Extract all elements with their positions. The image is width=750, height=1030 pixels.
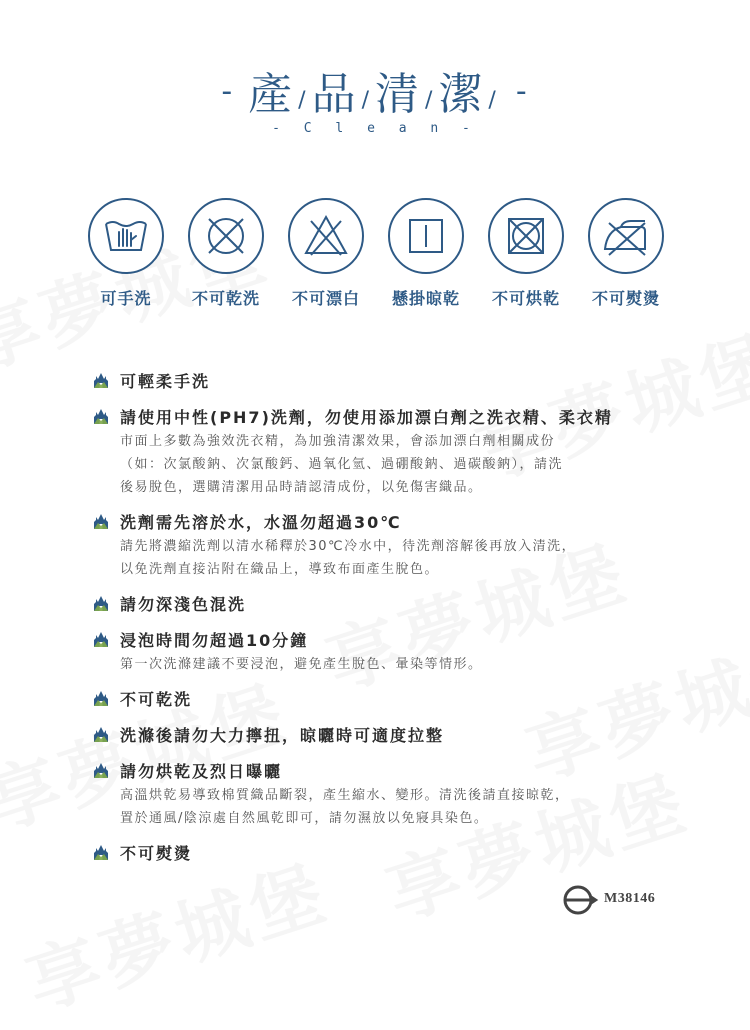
instruction-detail-line: （如：次氯酸鈉、次氯酸鈣、過氧化氫、過硼酸鈉、過碳酸鈉），請洗 [120, 457, 564, 472]
title-char: 清 [375, 69, 421, 120]
instruction-detail-line: 市面上多數為強效洗衣精，為加強清潔效果，會添加漂白劑相關成份 [120, 434, 556, 449]
no-iron-icon [588, 198, 664, 274]
instruction-detail-line: 高溫烘乾易導致棉質織品斷裂，產生縮水、變形。清洗後請直接晾乾， [120, 788, 570, 803]
title-dash-right: - [515, 74, 529, 109]
page-title: - 產 /品 /清 /潔 / - [0, 58, 750, 122]
title-char: 產 [248, 69, 295, 120]
instruction-item [92, 724, 682, 748]
instruction-item [92, 593, 682, 617]
care-symbol-no-tumble-dry [486, 198, 566, 309]
care-instructions-list [92, 370, 682, 878]
care-symbol-hand-wash [86, 198, 166, 309]
instruction-heading: 洗劑需先溶於水，水溫勿超過30℃ [120, 513, 402, 532]
care-symbol-no-bleach [286, 198, 366, 309]
instruction-heading: 請勿深淺色混洗 [120, 595, 247, 614]
instruction-heading: 請使用中性(PH7)洗劑，勿使用添加漂白劑之洗衣精、柔衣精 [120, 408, 613, 427]
title-char: 潔 [438, 69, 485, 120]
instruction-detail-line: 第一次洗滌建議不要浸泡，避免產生脫色、暈染等情形。 [120, 657, 483, 672]
care-label: 懸掛晾乾 [391, 289, 460, 308]
no-tumble-dry-icon [488, 198, 564, 274]
certification-code: M38146 [604, 891, 656, 906]
instruction-item [92, 842, 682, 866]
bsmi-logo-icon [560, 883, 600, 917]
care-symbol-no-dry-clean [186, 198, 266, 309]
care-label: 不可熨燙 [591, 289, 660, 308]
castle-bullet-icon [92, 371, 110, 389]
castle-bullet-icon [92, 512, 110, 530]
no-dry-clean-icon [188, 198, 264, 274]
page-subtitle: - C l e a n - [272, 121, 478, 136]
care-label: 不可漂白 [291, 289, 360, 308]
care-symbols-row [86, 198, 666, 318]
castle-bullet-icon [92, 689, 110, 707]
castle-bullet-icon [92, 761, 110, 779]
instruction-detail-line: 以免洗劑直接沾附在織品上，導致布面產生脫色。 [120, 562, 440, 577]
line-dry-icon [388, 198, 464, 274]
care-symbol-no-iron [586, 198, 666, 309]
care-label: 不可烘乾 [491, 289, 560, 308]
instruction-item [92, 511, 682, 581]
title-dash-left: - [221, 74, 235, 109]
castle-bullet-icon [92, 407, 110, 425]
castle-bullet-icon [92, 594, 110, 612]
castle-bullet-icon [92, 725, 110, 743]
instruction-heading: 可輕柔手洗 [120, 372, 211, 391]
instruction-item [92, 629, 682, 676]
instruction-heading: 洗滌後請勿大力擰扭，晾曬時可適度拉整 [120, 726, 445, 745]
instruction-heading: 不可熨燙 [120, 844, 193, 863]
castle-bullet-icon [92, 630, 110, 648]
instruction-detail-line: 請先將濃縮洗劑以清水稀釋於30℃冷水中，待洗劑溶解後再放入清洗， [120, 539, 577, 554]
instruction-detail-line: 後易脫色，選購清潔用品時請認清成份，以免傷害織品。 [120, 480, 483, 495]
care-label: 不可乾洗 [191, 289, 260, 308]
instruction-detail-line: 置於通風/陰涼處自然風乾即可，請勿濕放以免寢具染色。 [120, 811, 489, 826]
care-label: 可手洗 [100, 289, 152, 308]
certification-mark [560, 883, 670, 917]
title-char: 品 [311, 69, 358, 120]
instruction-item [92, 688, 682, 712]
care-symbol-line-dry [386, 198, 466, 309]
instruction-heading: 請勿烘乾及烈日曝曬 [120, 762, 283, 781]
instruction-heading: 不可乾洗 [120, 690, 193, 709]
instruction-item [92, 370, 682, 394]
hand-wash-icon [88, 198, 164, 274]
instruction-item [92, 406, 682, 499]
no-bleach-icon [288, 198, 364, 274]
instruction-heading: 浸泡時間勿超過10分鐘 [120, 631, 309, 650]
instruction-item [92, 760, 682, 830]
castle-bullet-icon [92, 843, 110, 861]
